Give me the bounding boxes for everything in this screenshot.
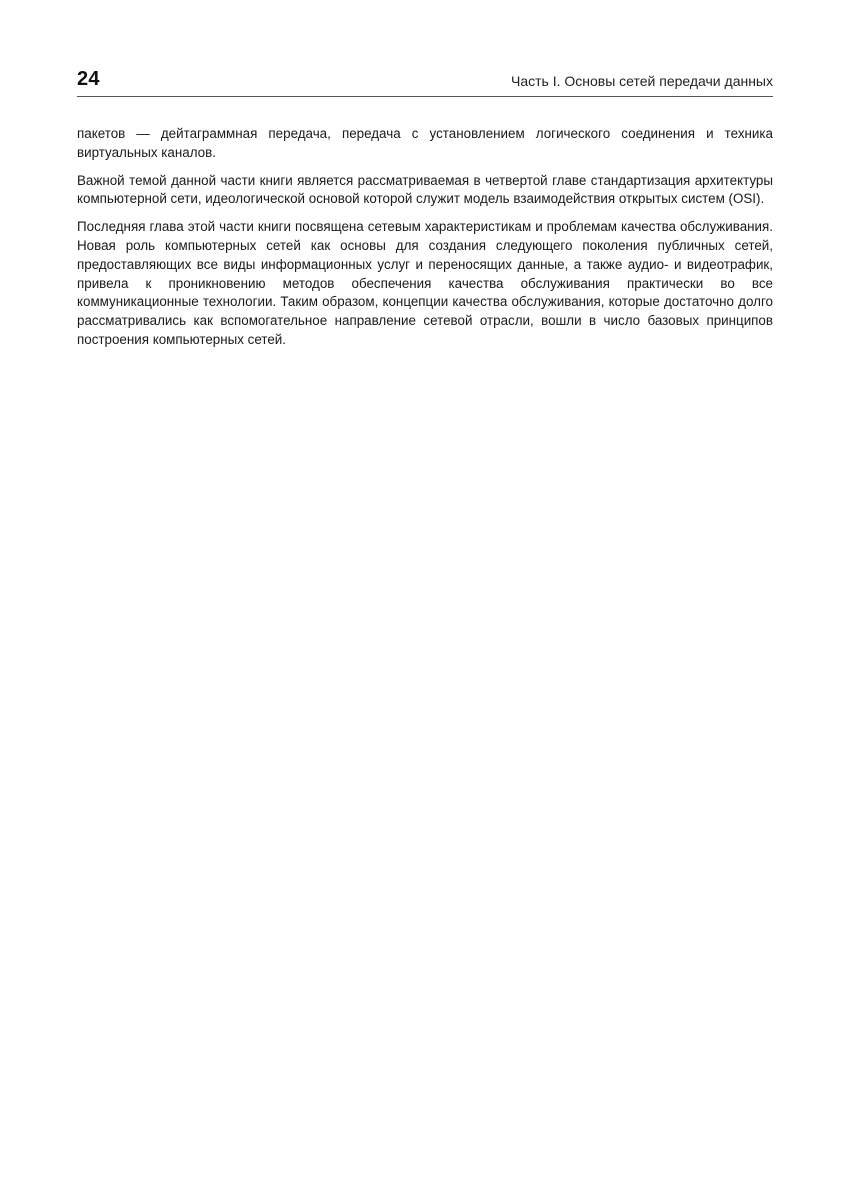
- page-number: 24: [77, 68, 100, 90]
- section-title: Часть I. Основы сетей передачи данных: [510, 73, 773, 89]
- paragraph: пакетов — дейтаграммная передача, передача с установлением логического соединения и техника виртуальных каналов.: [77, 126, 773, 160]
- paragraph: Последняя глава этой части книги посвящена сетевым характеристикам и проблемам качества обслуживания. Новая роль компьютерных сетей как основы для создания следующего поколения публичных сетей, предоставляющих все виды информационных услуг и переносящих данные, а также аудио- и видеотрафик, привела к проникновению методов обеспечения качества обслуживания практически во все коммуникационные технологии. Таким образом, концепции качества обслуживания, которые достаточно долго рассматривались как вспомогательное направление сетевой отрасли, вошли в число базовых принципов построения компьютерных сетей.: [77, 219, 773, 347]
- paragraph: Важной темой данной части книги является рассматриваемая в четвертой главе стандартизация архитектуры компьютерной сети, идеологической основой которой служит модель взаимодействия открытых систем (OSI).: [77, 172, 773, 207]
- page-body: [77, 125, 773, 359]
- running-header: [77, 66, 773, 97]
